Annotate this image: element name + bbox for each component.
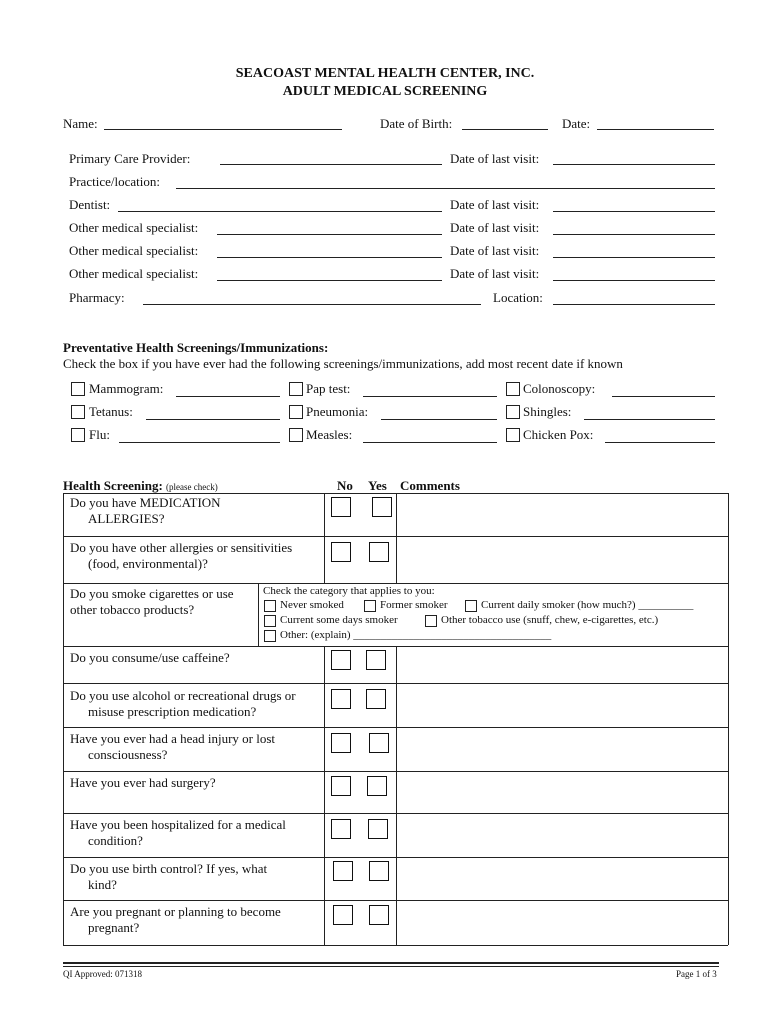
shingles-date-field[interactable] [584,419,715,420]
tobacco-prompt: Check the category that applies to you: [263,585,435,597]
hospitalized-no-checkbox[interactable] [331,819,351,839]
pneumonia-checkbox[interactable] [289,405,303,419]
flu-checkbox[interactable] [71,428,85,442]
question-head-injury: Have you ever had a head injury or lost consciousness? [70,731,276,762]
specialist-1-label: Other medical specialist: [69,220,199,235]
alcohol-drugs-no-checkbox[interactable] [331,689,351,709]
question-other-allergies: Do you have other allergies or sensitivities (food, environmental)? [70,540,293,571]
dentist-last-visit-label: Date of last visit: [450,197,540,212]
pharmacy-location-label: Location: [493,290,543,305]
specialist-1-last-visit-label: Date of last visit: [450,220,540,235]
question-surgery: Have you ever had surgery? [70,775,216,790]
other-tobacco-label: Other tobacco use (snuff, chew, e-cigarettes, etc.) [441,614,659,626]
pap-test-date-field[interactable] [363,396,497,397]
head-injury-no-checkbox[interactable] [331,733,351,753]
other-explain-label: Other: (explain) ____________________________________ [280,629,552,641]
form-title: ADULT MEDICAL SCREENING [282,84,488,99]
specialist-2-label: Other medical specialist: [69,243,199,258]
question-caffeine: Do you consume/use caffeine? [70,650,230,665]
dentist-label: Dentist: [69,197,111,212]
tetanus-checkbox[interactable] [71,405,85,419]
colonoscopy-label: Colonoscopy: [523,381,596,396]
mammogram-checkbox[interactable] [71,382,85,396]
colonoscopy-date-field[interactable] [612,396,715,397]
mammogram-label: Mammogram: [89,381,164,396]
birth-control-no-checkbox[interactable] [333,861,353,881]
practice-field[interactable] [176,188,715,189]
never-smoked-label: Never smoked [280,599,344,611]
pneumonia-label: Pneumonia: [306,404,369,419]
caffeine-no-checkbox[interactable] [331,650,351,670]
health-screening-subheading: (please check) [166,482,218,492]
shingles-label: Shingles: [523,404,572,419]
pcp-label: Primary Care Provider: [69,151,191,166]
chicken-pox-label: Chicken Pox: [523,427,594,442]
some-days-smoker-checkbox[interactable] [264,615,276,627]
measles-label: Measles: [306,427,353,442]
org-name: SEACOAST MENTAL HEALTH CENTER, INC. [235,66,535,81]
question-tobacco: Do you smoke cigarettes or use other tobacco products? [70,586,234,617]
question-pregnant: Are you pregnant or planning to become pregnant? [70,904,281,935]
shingles-checkbox[interactable] [506,405,520,419]
pharmacy-field[interactable] [143,304,481,305]
specialist-3-last-visit-label: Date of last visit: [450,266,540,281]
hospitalized-yes-checkbox[interactable] [368,819,388,839]
pneumonia-date-field[interactable] [381,419,497,420]
specialist-1-field[interactable] [217,234,442,235]
pcp-field[interactable] [220,164,442,165]
practice-label: Practice/location: [69,174,160,189]
tetanus-label: Tetanus: [89,404,133,419]
name-field[interactable] [104,129,342,130]
dentist-last-visit-field[interactable] [553,211,715,212]
dob-field[interactable] [462,129,548,130]
dob-label: Date of Birth: [380,116,453,131]
specialist-2-last-visit-label: Date of last visit: [450,243,540,258]
question-alcohol-drugs: Do you use alcohol or recreational drugs or misuse prescription medication? [70,688,296,719]
colonoscopy-checkbox[interactable] [506,382,520,396]
measles-date-field[interactable] [363,442,497,443]
dentist-field[interactable] [118,211,442,212]
flu-date-field[interactable] [119,442,280,443]
other-allergies-yes-checkbox[interactable] [369,542,389,562]
pregnant-no-checkbox[interactable] [333,905,353,925]
qi-approved: QI Approved: 071318 [63,969,142,979]
other-allergies-no-checkbox[interactable] [331,542,351,562]
specialist-1-last-visit-field[interactable] [553,234,715,235]
surgery-yes-checkbox[interactable] [367,776,387,796]
preventative-heading: Preventative Health Screenings/Immunizations: [63,340,329,355]
page-number: Page 1 of 3 [676,969,717,979]
tetanus-date-field[interactable] [146,419,280,420]
former-smoker-checkbox[interactable] [364,600,376,612]
some-days-smoker-label: Current some days smoker [280,614,398,626]
specialist-3-label: Other medical specialist: [69,266,199,281]
specialist-2-field[interactable] [217,257,442,258]
date-field[interactable] [597,129,714,130]
medication-allergies-no-checkbox[interactable] [331,497,351,517]
current-daily-smoker-label: Current daily smoker (how much?) __________ [481,599,694,611]
pap-test-label: Pap test: [306,381,351,396]
other-tobacco-checkbox[interactable] [425,615,437,627]
pharmacy-label: Pharmacy: [69,290,125,305]
chicken-pox-checkbox[interactable] [506,428,520,442]
question-hospitalized: Have you been hospitalized for a medical condition? [70,817,286,848]
mammogram-date-field[interactable] [176,396,280,397]
head-injury-yes-checkbox[interactable] [369,733,389,753]
specialist-2-last-visit-field[interactable] [553,257,715,258]
date-label: Date: [562,116,591,131]
alcohol-drugs-yes-checkbox[interactable] [366,689,386,709]
col-comments: Comments [400,478,460,493]
birth-control-yes-checkbox[interactable] [369,861,389,881]
pcp-last-visit-field[interactable] [553,164,715,165]
question-birth-control: Do you use birth control? If yes, what kind? [70,861,268,892]
former-smoker-label: Former smoker [380,599,448,611]
col-yes: Yes [368,478,387,493]
other-explain-checkbox[interactable] [264,630,276,642]
measles-checkbox[interactable] [289,428,303,442]
chicken-pox-date-field[interactable] [605,442,715,443]
medication-allergies-yes-checkbox[interactable] [372,497,392,517]
pharmacy-location-field[interactable] [553,304,715,305]
flu-label: Flu: [89,427,110,442]
specialist-3-last-visit-field[interactable] [553,280,715,281]
current-daily-smoker-checkbox[interactable] [465,600,477,612]
pcp-last-visit-label: Date of last visit: [450,151,540,166]
col-no: No [337,478,353,493]
name-label: Name: [63,116,98,131]
pap-test-checkbox[interactable] [289,382,303,396]
surgery-no-checkbox[interactable] [331,776,351,796]
specialist-3-field[interactable] [217,280,442,281]
never-smoked-checkbox[interactable] [264,600,276,612]
health-screening-heading: Health Screening: (please check) [63,478,218,493]
question-medication-allergies: Do you have MEDICATION ALLERGIES? [70,495,221,526]
preventative-instruction: Check the box if you have ever had the following screenings/immunizations, add most recent date if known [63,356,623,371]
caffeine-yes-checkbox[interactable] [366,650,386,670]
pregnant-yes-checkbox[interactable] [369,905,389,925]
